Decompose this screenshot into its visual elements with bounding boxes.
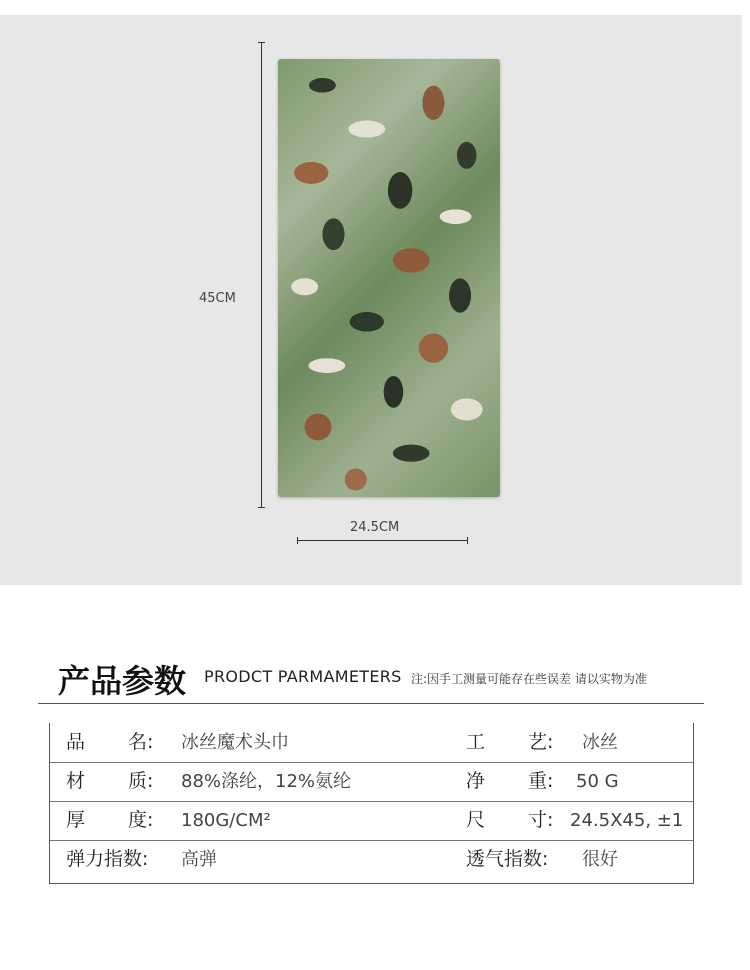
height-dimension-label: 45CM <box>199 291 236 306</box>
value-size: 24.5X45, ±1 <box>570 810 684 831</box>
value-breathability: 很好 <box>582 849 618 870</box>
label-elasticity: 弹力指数: <box>66 848 149 870</box>
label-weight-a: 净 <box>466 770 486 792</box>
table-row <box>50 840 693 879</box>
label-material-a: 材 <box>66 770 86 792</box>
label-name-a: 品 <box>66 731 86 753</box>
value-craft: 冰丝 <box>582 732 618 753</box>
label-size-a: 尺 <box>466 809 486 831</box>
title-divider <box>38 703 704 704</box>
table-row <box>50 762 693 802</box>
value-elasticity: 高弹 <box>181 849 217 870</box>
label-thickness-b: 度: <box>128 809 154 831</box>
table-row <box>50 801 693 841</box>
width-dimension-label: 24.5CM <box>350 520 400 535</box>
table-row <box>50 723 693 763</box>
camouflage-headscarf-image <box>278 59 500 497</box>
label-breathability: 透气指数: <box>466 848 549 870</box>
label-material-b: 质: <box>128 770 154 792</box>
label-thickness-a: 厚 <box>66 809 86 831</box>
measurement-note: 注:因手工测量可能存在些误差 请以实物为准 <box>411 672 647 686</box>
height-dimension-line <box>261 42 262 508</box>
value-name: 冰丝魔术头巾 <box>181 732 289 753</box>
product-photo-area <box>0 15 742 585</box>
width-dimension-cap-left <box>297 537 298 544</box>
value-thickness: 180G/CM² <box>181 810 271 831</box>
label-weight-b: 重: <box>528 770 554 792</box>
width-dimension-cap-right <box>467 537 468 544</box>
params-title-cn: 产品参数 <box>58 662 187 700</box>
label-size-b: 寸: <box>528 809 554 831</box>
label-craft-a: 工 <box>466 731 486 753</box>
params-title-en: PRODCT PARMAMETERS <box>204 667 402 686</box>
value-weight: 50 G <box>576 771 619 792</box>
width-dimension-line <box>297 540 468 541</box>
params-table <box>49 723 694 884</box>
label-craft-b: 艺: <box>528 731 554 753</box>
label-name-b: 名: <box>128 731 154 753</box>
value-material: 88%涤纶，12%氨纶 <box>181 771 352 792</box>
height-dimension-cap-bottom <box>258 507 265 508</box>
height-dimension-cap-top <box>258 42 265 43</box>
